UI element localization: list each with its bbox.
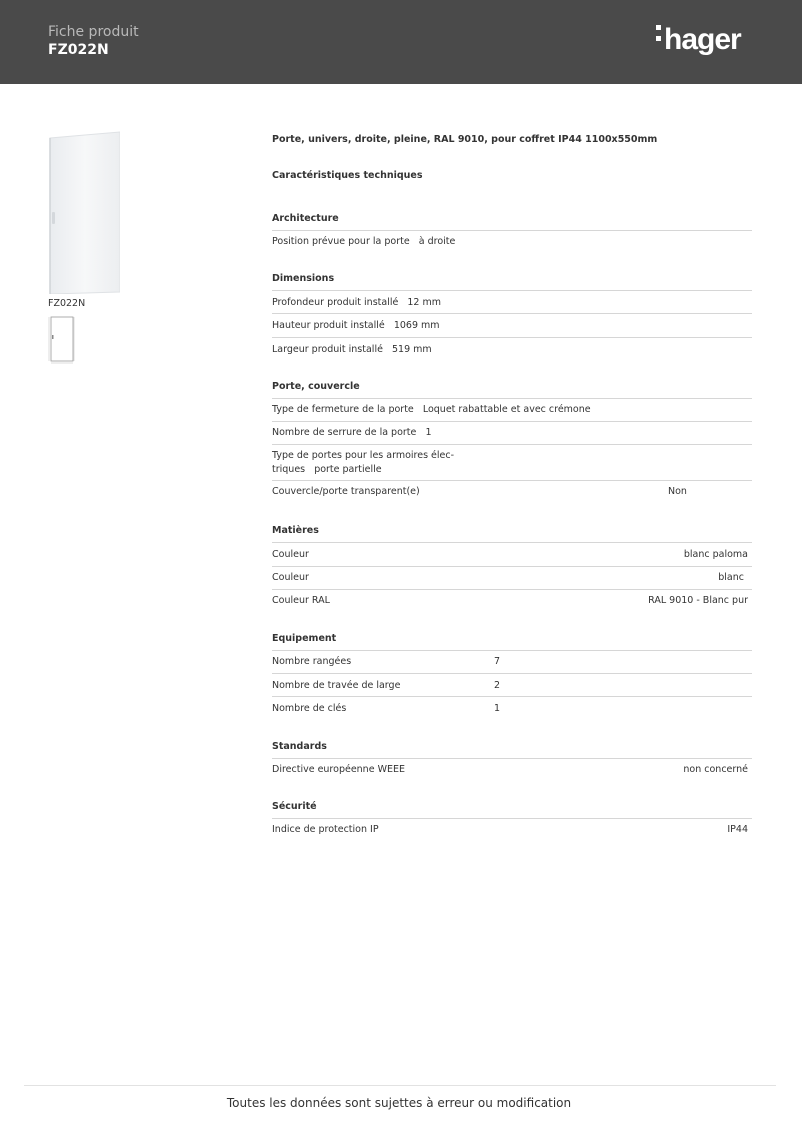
spec-value: Loquet rabattable et avec crémone — [422, 404, 591, 415]
section-materials — [272, 522, 752, 613]
product-image-caption: FZ022N — [48, 298, 86, 309]
product-drawing-thumbnail[interactable] — [48, 315, 76, 365]
spec-row — [272, 674, 752, 697]
spec-value: 1 — [494, 703, 501, 714]
spec-value: à droite — [418, 236, 456, 247]
spec-row — [272, 481, 752, 503]
spec-row — [272, 759, 752, 782]
hager-logo — [656, 22, 741, 58]
section-dimensions — [272, 270, 752, 362]
section-title: Architecture — [272, 210, 752, 231]
spec-label: Couvercle/porte transparent(e) — [272, 486, 420, 497]
spec-row — [272, 697, 752, 720]
product-title: Porte, univers, droite, pleine, RAL 9010, pour coffret IP44 1100x550mm — [272, 134, 658, 145]
spec-label-line1: Type de portes pour les armoires élec- — [272, 450, 455, 461]
spec-label: Directive européenne WEEE — [272, 764, 405, 775]
spec-row — [272, 445, 752, 481]
section-title: Porte, couvercle — [272, 378, 752, 399]
spec-label: Couleur — [272, 572, 309, 583]
spec-row — [272, 291, 752, 314]
section-title: Equipement — [272, 630, 752, 651]
spec-value: 2 — [494, 680, 501, 691]
spec-row — [272, 651, 752, 674]
spec-label: Nombre de clés — [272, 703, 347, 714]
spec-value: blanc — [718, 572, 744, 583]
spec-row — [272, 314, 752, 338]
section-equipment — [272, 630, 752, 720]
spec-row — [272, 590, 752, 613]
spec-label: Couleur RAL — [272, 595, 330, 606]
spec-label: Hauteur produit installé — [272, 320, 385, 331]
section-safety — [272, 798, 752, 842]
section-door-cover — [272, 378, 752, 503]
spec-value: 12 mm — [407, 297, 442, 308]
spec-label: Profondeur produit installé — [272, 297, 399, 308]
spec-label: Nombre de travée de large — [272, 680, 401, 691]
section-architecture — [272, 210, 752, 255]
spec-row — [272, 338, 752, 362]
spec-label: Couleur — [272, 549, 309, 560]
spec-value: non concerné — [683, 764, 748, 775]
footer-disclaimer: Toutes les données sont sujettes à erreur ou modification — [226, 1096, 572, 1110]
logo-wordmark: hager — [664, 23, 741, 56]
section-title: Dimensions — [272, 270, 752, 291]
spec-label: Nombre rangées — [272, 656, 352, 667]
spec-value: 1 — [425, 427, 432, 438]
spec-value: 519 mm — [392, 344, 432, 355]
spec-label: Largeur produit installé — [272, 344, 383, 355]
spec-label: Type de fermeture de la porte — [272, 404, 414, 415]
spec-row — [272, 231, 752, 255]
spec-label: Nombre de serrure de la porte — [272, 427, 417, 438]
spec-value: Non — [668, 486, 687, 497]
document-type: Fiche produit — [48, 24, 139, 40]
spec-value: blanc paloma — [683, 549, 748, 560]
spec-label: Position prévue pour la porte — [272, 236, 410, 247]
section-title: Standards — [272, 738, 752, 759]
spec-value: 7 — [494, 656, 501, 667]
section-title: Sécurité — [272, 798, 752, 819]
logo-colon-mark — [656, 20, 664, 47]
spec-row — [272, 399, 752, 422]
spec-row — [272, 543, 752, 567]
spec-value: 1069 mm — [393, 320, 440, 331]
footer-divider — [24, 1085, 776, 1086]
section-title: Matières — [272, 522, 752, 543]
product-reference: FZ022N — [48, 42, 109, 58]
specs-heading: Caractéristiques techniques — [272, 170, 423, 181]
product-door-image — [48, 130, 120, 294]
spec-row — [272, 422, 752, 445]
spec-value: IP44 — [727, 824, 748, 835]
spec-value: RAL 9010 - Blanc pur — [648, 595, 748, 606]
spec-label: Indice de protection IP — [272, 824, 379, 835]
section-standards — [272, 738, 752, 782]
header-bar — [0, 0, 802, 84]
spec-row — [272, 819, 752, 842]
spec-value: porte partielle — [314, 464, 382, 475]
spec-label-line2: triques — [272, 464, 306, 475]
spec-row — [272, 567, 752, 590]
